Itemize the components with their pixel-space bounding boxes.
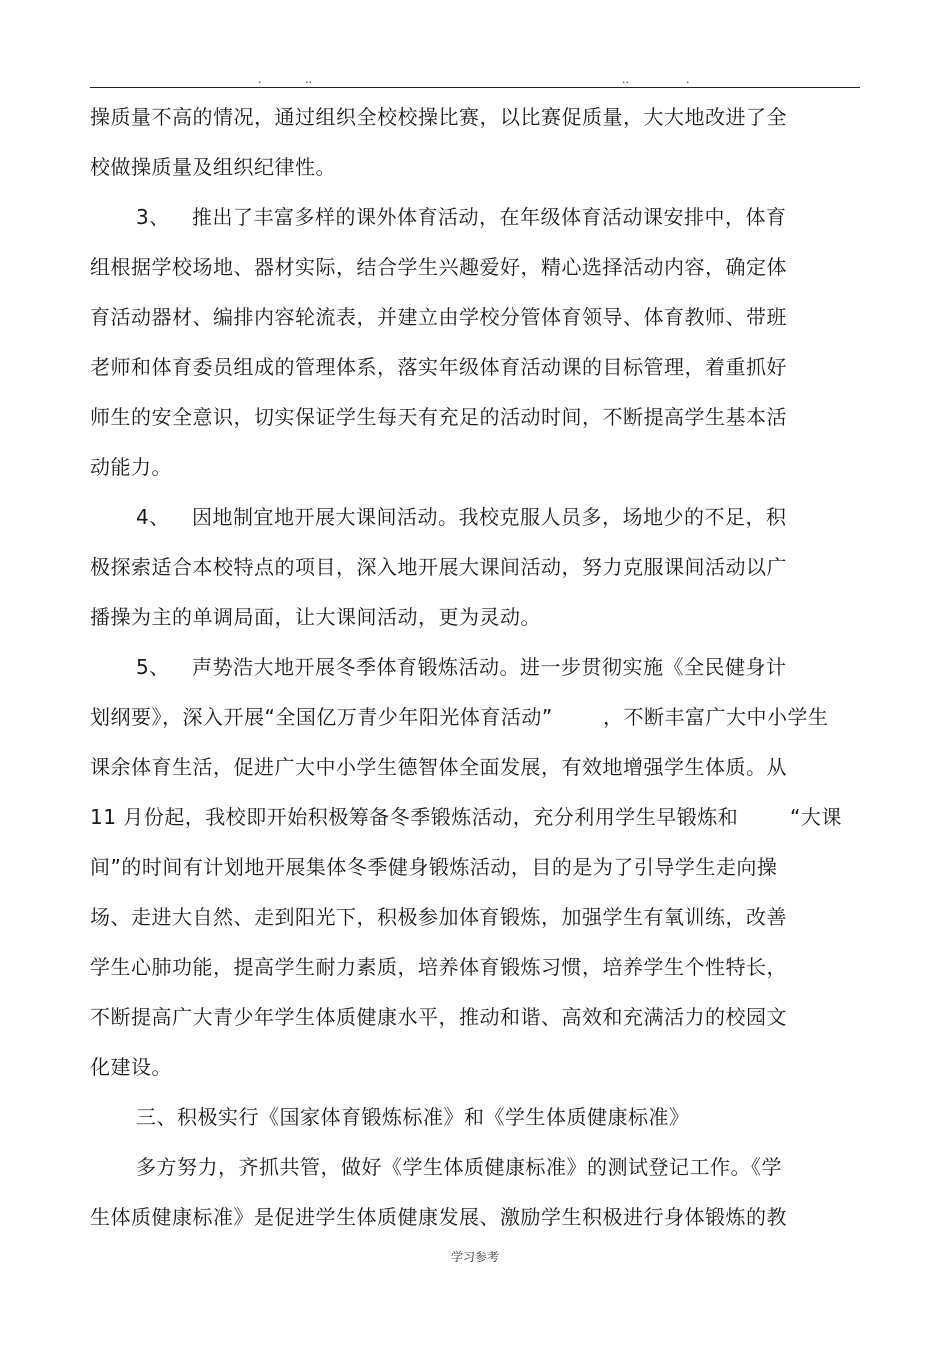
text-line: 因地制宜地开展大课间活动。我校克服人员多，场地少的不足，积 [192,505,787,529]
text-line: 组根据学校场地、器材实际，结合学生兴趣爱好，精心选择活动内容，确定体 [90,255,787,279]
list-number: 4、 [136,505,170,529]
page-footer: 学习参考 [450,1250,499,1264]
text-line: 生体质健康标准》是促进学生体质健康发展、激励学生积极进行身体锻炼的教 [90,1205,787,1229]
text-line: ，不断丰富广大中小学生 [603,705,829,729]
text-line: 间”的时间有计划地开展集体冬季健身锻炼活动，目的是为了引导学生走向操 [90,855,778,879]
text-line: 11 月份起，我校即开始积极筹备冬季锻炼活动，充分利用学生早锻炼和 [90,805,739,829]
text-line: 师生的安全意识，切实保证学生每天有充足的活动时间，不断提高学生基本活 [90,405,787,429]
text-line: 学生心肺功能，提高学生耐力素质，培养体育锻炼习惯，培养学生个性特长， [90,955,787,979]
text-line: 操质量不高的情况，通过组织全校校操比赛，以比赛促质量，大大地改进了全 [90,105,787,129]
list-number: 3、 [136,205,170,229]
text-line: 育活动器材、编排内容轮流表，并建立由学校分管体育领导、体育教师、带班 [90,305,787,329]
text-line: 极探索适合本校特点的项目，深入地开展大课间活动，努力克服课间活动以广 [90,555,787,579]
section-heading: 三、积极实行《国家体育锻炼标准》和《学生体质健康标准》 [136,1105,690,1129]
header-mark: . [258,73,262,86]
text-line: 声势浩大地开展冬季体育锻炼活动。进一步贯彻实施《全民健身计 [192,655,787,679]
header-rule [90,87,860,88]
text-line: 校做操质量及组织纪律性。 [90,155,336,179]
text-line: 推出了丰富多样的课外体育活动，在年级体育活动课安排中，体育 [192,205,787,229]
text-line: 化建设。 [90,1055,172,1079]
text-line: 场、走进大自然、走到阳光下，积极参加体育锻炼，加强学生有氧训练，改善 [90,905,787,929]
text-line: 划纲要》，深入开展“全国亿万青少年阳光体育活动” [90,705,553,729]
list-number: 5、 [136,655,170,679]
header-mark: .. [622,73,629,86]
text-line: 不断提高广大青少年学生体质健康水平，推动和谐、高效和充满活力的校园文 [90,1005,787,1029]
header-mark: . [686,73,690,86]
text-line: “大课 [790,805,842,829]
text-line: 动能力。 [90,455,172,479]
text-line: 课余体育生活，促进广大中小学生德智体全面发展，有效地增强学生体质。从 [90,755,787,779]
text-line: 播操为主的单调局面，让大课间活动，更为灵动。 [90,605,541,629]
text-line: 老师和体育委员组成的管理体系，落实年级体育活动课的目标管理，着重抓好 [90,355,787,379]
text-line: 多方努力，齐抓共管，做好《学生体质健康标准》的测试登记工作。《学 [136,1155,782,1179]
header-mark: .. [305,73,312,86]
